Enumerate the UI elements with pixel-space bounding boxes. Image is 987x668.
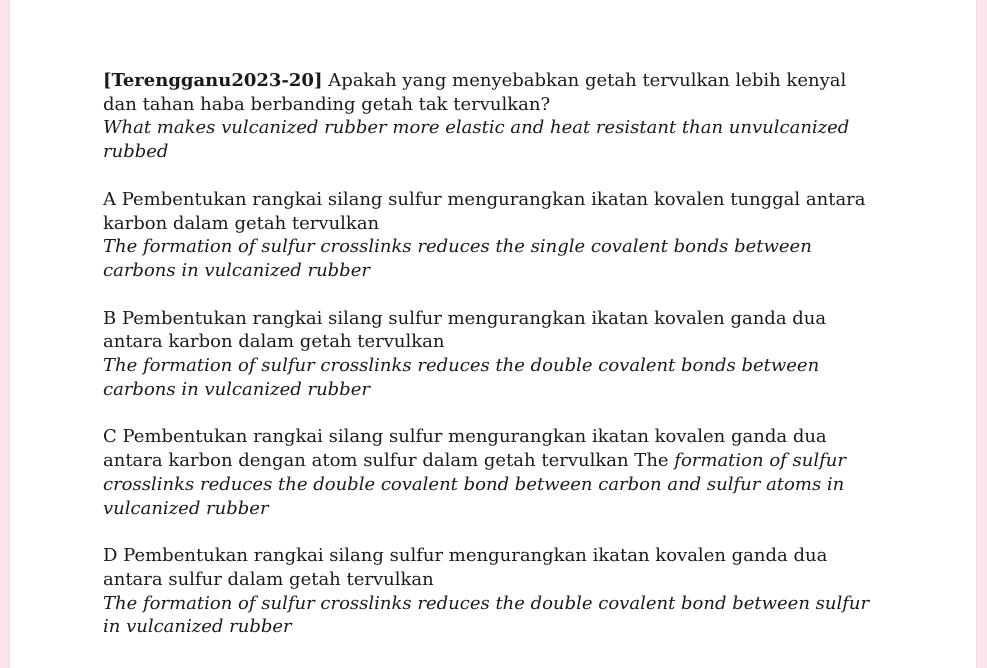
question-stem — [103, 69, 883, 164]
question-malay: Apakah yang menyebabkan getah tervulkan lebih kenyal dan tahan haba berbanding getah tak tervulkan? — [103, 70, 847, 115]
option-c — [103, 425, 883, 520]
option-b-english: The formation of sulfur crosslinks reduces the double covalent bonds between carbons in vulcanized rubber — [103, 355, 820, 400]
question-content — [103, 69, 883, 639]
option-d-malay: D Pembentukan rangkai silang sulfur mengurangkan ikatan kovalen ganda dua antara sulfur dalam getah tervulkan — [103, 545, 828, 590]
option-a-malay: A Pembentukan rangkai silang sulfur mengurangkan ikatan kovalen tunggal antara karbon dalam getah tervulkan — [103, 188, 866, 234]
option-a-english: The formation of sulfur crosslinks reduces the single covalent bonds between carbons in vulcanized rubber — [103, 236, 812, 281]
option-d — [103, 544, 883, 639]
option-c-malay: C Pembentukan rangkai silang sulfur mengurangkan ikatan kovalen ganda dua antara karbon dengan atom sulfur dalam getah tervulkan The — [103, 426, 827, 472]
option-c-english: formation of sulfur crosslinks reduces the double covalent bond between carbon and sulfur atoms in vulcanized rubber — [103, 450, 846, 519]
option-b — [103, 307, 883, 402]
option-b-malay: B Pembentukan rangkai silang sulfur mengurangkan ikatan kovalen ganda dua antara karbon dalam getah tervulkan — [103, 307, 827, 353]
question-english: What makes vulcanized rubber more elastic and heat resistant than unvulcanized rubbed — [103, 117, 850, 163]
question-tag: [Terengganu2023-20] — [103, 70, 323, 91]
option-a — [103, 188, 883, 283]
option-d-english: The formation of sulfur crosslinks reduces the double covalent bond between sulfur in vulcanized rubber — [103, 592, 870, 638]
document-page — [10, 0, 976, 668]
